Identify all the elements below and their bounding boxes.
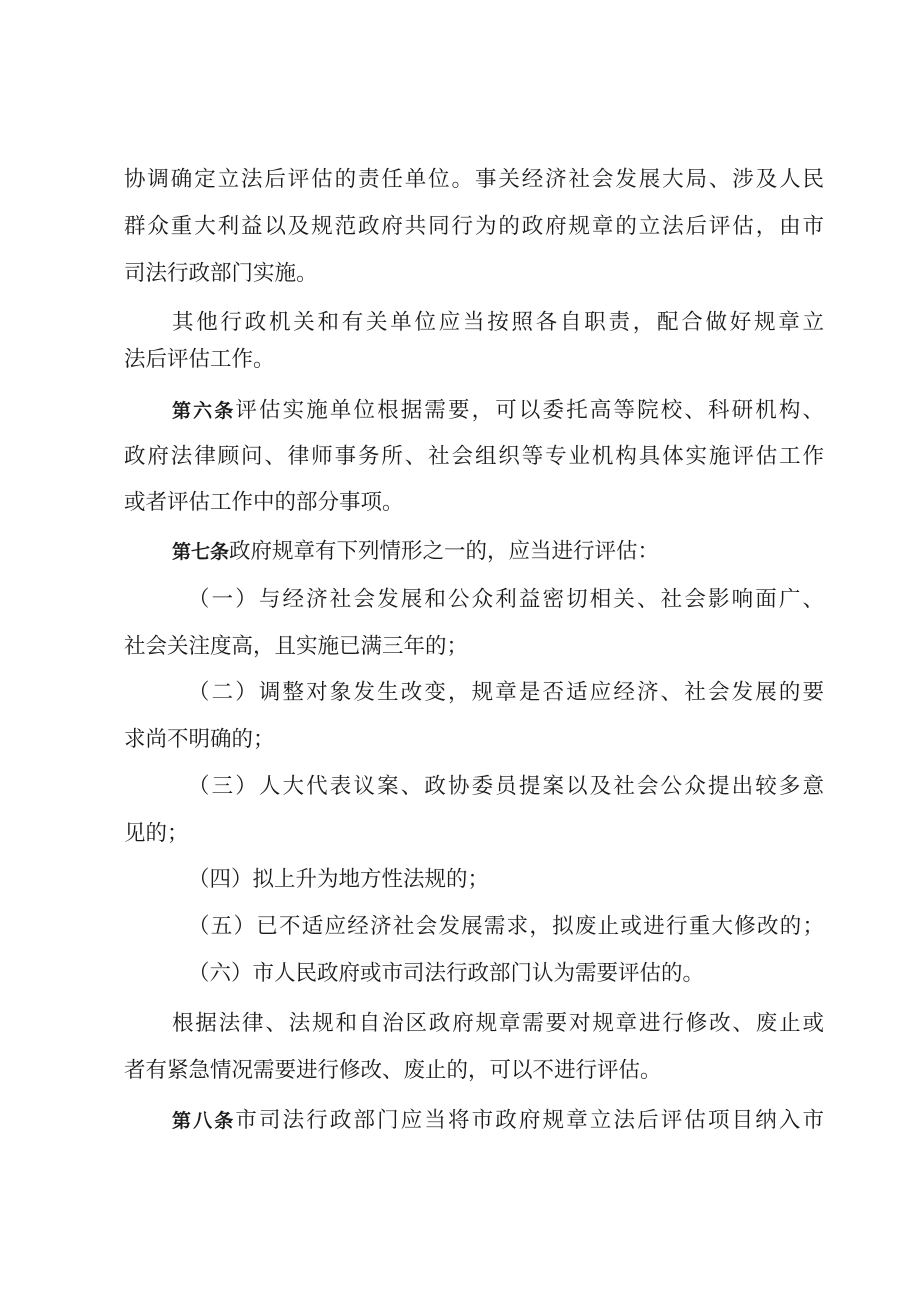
- text-line: 司法行政部门实施。: [124, 261, 318, 286]
- list-item: （一）与经济社会发展和公众利益密切相关、社会影响面广、: [188, 587, 824, 612]
- list-item: （四）拟上升为地方性法规的；: [188, 867, 490, 892]
- article-6: [172, 397, 824, 425]
- text-span: 评估实施单位根据需要，可以委托高等院校、科研机构、: [235, 398, 824, 423]
- text-line: 求尚不明确的；: [124, 727, 275, 752]
- text-span: 政府规章有下列情形之一的，应当进行评估：: [229, 539, 660, 564]
- text-line: 者有紧急情况需要进行修改、废止的，可以不进行评估。: [124, 1058, 662, 1083]
- list-item: （三）人大代表议案、政协委员提案以及社会公众提出较多意: [188, 774, 824, 799]
- text-line: 协调确定立法后评估的责任单位。事关经济社会发展大局、涉及人民: [124, 167, 824, 192]
- text-line: 社会关注度高，且实施已满三年的；: [124, 634, 469, 659]
- text-line: 其他行政机关和有关单位应当按照各自职责，配合做好规章立: [172, 310, 824, 335]
- text-span: 市司法行政部门应当将市政府规章立法后评估项目纳入市: [235, 1108, 824, 1133]
- text-line: 群众重大利益以及规范政府共同行为的政府规章的立法后评估，由市: [124, 214, 824, 239]
- list-item: （六）市人民政府或市司法行政部门认为需要评估的。: [188, 961, 705, 986]
- article-8: [172, 1107, 824, 1135]
- article-7: [172, 538, 824, 566]
- text-line: 法后评估工作。: [124, 347, 275, 372]
- text-line: 见的；: [124, 821, 189, 846]
- article-label: 第七条: [172, 541, 230, 563]
- list-item: （五）已不适应经济社会发展需求，拟废止或进行重大修改的；: [188, 914, 824, 939]
- text-line: 或者评估工作中的部分事项。: [124, 490, 404, 515]
- article-label: 第八条: [172, 1110, 236, 1132]
- article-label: 第六条: [172, 400, 236, 422]
- text-line: 根据法律、法规和自治区政府规章需要对规章进行修改、废止或: [172, 1011, 824, 1036]
- list-item: （二）调整对象发生改变，规章是否适应经济、社会发展的要: [188, 680, 824, 705]
- text-line: 政府法律顾问、律师事务所、社会组织等专业机构具体实施评估工作: [124, 444, 824, 469]
